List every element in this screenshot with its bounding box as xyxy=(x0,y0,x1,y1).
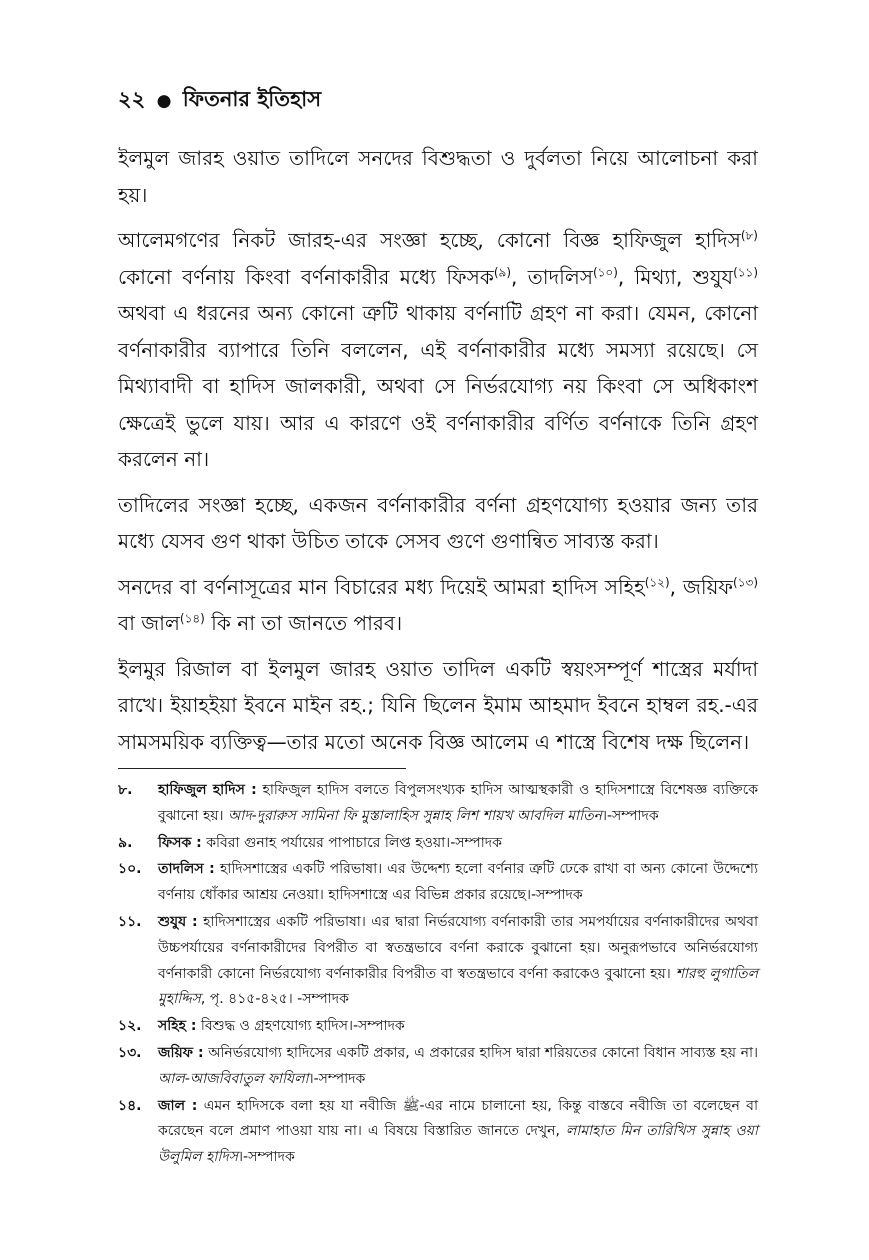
text-run: ইলমুর রিজাল বা ইলমুল জারহ ওয়াত তাদিল একটি স্বয়ংসম্পূর্ণ শাস্ত্রের মর্যাদা রাখে। ইয়াহইয়া ইবনে মাইন রহ.; যিনি ছিলেন ইমাম আহমাদ ইবনে হাম্বল রহ.-এর সামসময়িক ব্যক্তিত্ব—তার মতো অনেক বিজ্ঞ আলেম এ শাস্ত্রে বিশেষ দক্ষ ছিলেন। xyxy=(118,656,758,754)
cited-work: শারহু লুগাতিল মুহাদ্দিস xyxy=(158,965,758,1008)
text-run: কোনো বর্ণনায় কিংবা বর্ণনাকারীর মধ্যে ফিসক xyxy=(118,264,494,289)
footnote xyxy=(118,1041,758,1093)
footnote-term: শুযুয : xyxy=(158,913,198,930)
footnote xyxy=(118,1014,758,1040)
footnote-number: ১৪. xyxy=(118,1097,142,1114)
cited-work: আল-আজবিবাতুল ফাযিলা xyxy=(158,1070,309,1087)
footnote-number: ৯. xyxy=(118,834,133,851)
text-run: ।-সম্পাদক xyxy=(601,807,659,824)
footnote xyxy=(118,778,758,830)
footnote-text xyxy=(158,1045,758,1087)
text-run: অনির্ভরযোগ্য হাদিসের একটি প্রকার, এ প্রকারের হাদিস দ্বারা শরিয়তের কোনো বিধান সাব্যস্ত হয় না। xyxy=(203,1044,759,1061)
footnote-term: জাল : xyxy=(158,1097,198,1114)
footnote-text xyxy=(158,861,758,903)
footnote-number: ১২. xyxy=(118,1018,142,1035)
running-header xyxy=(118,84,321,116)
paragraph xyxy=(118,140,758,213)
footnote-term: সহিহ : xyxy=(158,1018,197,1035)
page-number: ২২ xyxy=(118,87,146,111)
text-run: অথবা এ ধরনের অন্য কোনো ত্রুটি থাকায় বর্ণনাটি গ্রহণ না করা। যেমন, কোনো বর্ণনাকারীর ব্যাপারে তিনি বললেন, এই বর্ণনাকারীর মধ্যে সমস্যা রয়েছে। সে মিথ্যাবাদী বা হাদিস জালকারী, অথবা সে নির্ভরযোগ্য নয় কিংবা সে অধিকাংশ ক্ষেত্রেই ভুলে যায়। আর এ কারণে ওই বর্ণনাকারীর বর্ণিত বর্ণনাকে তিনি গ্রহণ করলেন না। xyxy=(118,301,758,471)
cited-work: আদ-দুরারুস সামিনা ফি মুস্তালাহিস সুন্নাহ লিশ শায়খ আবদিল মাতিন xyxy=(228,807,602,824)
footnote xyxy=(118,857,758,909)
footnote-divider xyxy=(118,768,406,769)
text-run: সনদের বা বর্ণনাসূত্রের মান বিচারের মধ্য দিয়েই আমরা হাদিস সহিহ xyxy=(118,574,645,599)
footnote-ref: (১২) xyxy=(644,574,670,589)
text-run: , পৃ. ৪১৫-৪২৫। -সম্পাদক xyxy=(200,991,349,1008)
footnote-ref: (৯) xyxy=(493,264,512,279)
footnote-text xyxy=(158,1018,405,1034)
footnote-ref: (১১) xyxy=(733,264,759,279)
text-run: ।-সম্পাদক xyxy=(238,1149,295,1166)
footnote xyxy=(118,1094,758,1171)
footnote-number: ৮. xyxy=(118,782,133,798)
footnote-text xyxy=(158,835,502,851)
footnote-term: ফিসক : xyxy=(158,834,202,851)
paragraph xyxy=(118,569,758,642)
main-text xyxy=(118,140,758,769)
text-run: কি না তা জানতে পারব। xyxy=(204,611,403,635)
footnote-text xyxy=(158,914,758,1007)
text-run: তাদিলের সংজ্ঞা হচ্ছে, একজন বর্ণনাকারীর বর্ণনা গ্রহণযোগ্য হওয়ার জন্য তার মধ্যে যেসব গুণ থাকা উচিত তাকে সেসব গুণে গুণান্বিত সাব্যস্ত করা। xyxy=(118,492,758,553)
footnote-text xyxy=(158,782,758,824)
footnote xyxy=(118,910,758,1013)
text-run: , জয়িফ xyxy=(669,574,734,599)
cited-work: লামাহাত মিন তারিখিস সুন্নাহ ওয়া উলুমিল হাদিস xyxy=(158,1123,758,1166)
footnote-term: তাদলিস : xyxy=(158,861,215,878)
paragraph xyxy=(118,651,758,761)
text-run: হাফিজুল হাদিস বলতে বিপুলসংখ্যক হাদিস আত্মস্থকারী ও হাদিসশাস্ত্রে বিশেষজ্ঞ ব্যক্তিকে বুঝানো হয়। xyxy=(158,782,759,824)
footnote-ref: (১০) xyxy=(592,264,618,279)
text-run: এমন হাদিসকে বলা হয় যা নবীজি ﷺ-এর নামে চালানো হয়, কিন্তু বাস্তবে নবীজি তা বলেছেন বা করেছেন বলে প্রমাণ পাওয়া যায় না। এ বিষয়ে বিস্তারিত জানতে দেখুন, xyxy=(158,1097,759,1140)
text-run: ইলমুল জারহ ওয়াত তাদিলে সনদের বিশুদ্ধতা ও দুর্বলতা নিয়ে আলোচনা করা হয়। xyxy=(118,146,758,207)
text-run: ।-সম্পাদক xyxy=(308,1070,366,1087)
footnote xyxy=(118,831,758,857)
footnote-number: ১০. xyxy=(118,861,142,878)
footnote-number: ১১. xyxy=(118,913,142,930)
bullet-separator: ● xyxy=(156,91,172,111)
text-run: বা জাল xyxy=(118,611,180,635)
footnote-ref: (১৩) xyxy=(733,574,758,589)
text-run: , মিথ্যা, শুযুয xyxy=(617,264,734,289)
footnote-ref: (৮) xyxy=(740,228,758,243)
text-run: কবিরা গুনাহ পর্যায়ের পাপাচারে লিপ্ত হওয়া।-সম্পাদক xyxy=(201,834,502,851)
text-run: হাদিসশাস্ত্রের একটি পরিভাষা। এর দ্বারা নির্ভরযোগ্য বর্ণনাকারী তার সমপর্যায়ের বর্ণনাকারীদের অথবা উচ্চপর্যায়ের বর্ণনাকারীদের বিপরীত বা স্বতন্ত্রভাবে বর্ণনা করাকে বুঝানো হয়। অনুরূপভাবে অনির্ভরযোগ্য বর্ণনাকারী কোনো নির্ভরযোগ্য বর্ণনাকারীর বিপরীত বা স্বতন্ত্রভাবে বর্ণনা করাকেও বুঝানো হয়। xyxy=(158,913,759,982)
text-run: হাদিসশাস্ত্রের একটি পরিভাষা। এর উদ্দেশ্য হলো বর্ণনার ত্রুটি ঢেকে রাখা বা অন্য কোনো উদ্দেশ্যে বর্ণনায় ধোঁকার আশ্রয় নেওয়া। হাদিসশাস্ত্রে এর বিভিন্ন প্রকার রয়েছে।-সম্পাদক xyxy=(158,861,759,904)
footnote-term: জয়িফ : xyxy=(158,1044,204,1061)
text-run: আলেমগণের নিকট জারহ-এর সংজ্ঞা হচ্ছে, কোনো বিজ্ঞ হাফিজুল হাদিস xyxy=(118,228,741,252)
footnotes xyxy=(118,778,758,1172)
book-title: ফিতনার ইতিহাস xyxy=(182,87,322,111)
text-run: , তাদলিস xyxy=(511,264,593,289)
footnote-term: হাফিজুল হাদিস : xyxy=(158,782,257,798)
footnote-ref: (১৪) xyxy=(179,611,205,626)
paragraph xyxy=(118,487,758,560)
footnote-number: ১৩. xyxy=(118,1044,142,1061)
paragraph xyxy=(118,222,758,478)
footnote-text xyxy=(158,1098,758,1166)
text-run: বিশুদ্ধ ও গ্রহণযোগ্য হাদিস।-সম্পাদক xyxy=(196,1018,405,1035)
